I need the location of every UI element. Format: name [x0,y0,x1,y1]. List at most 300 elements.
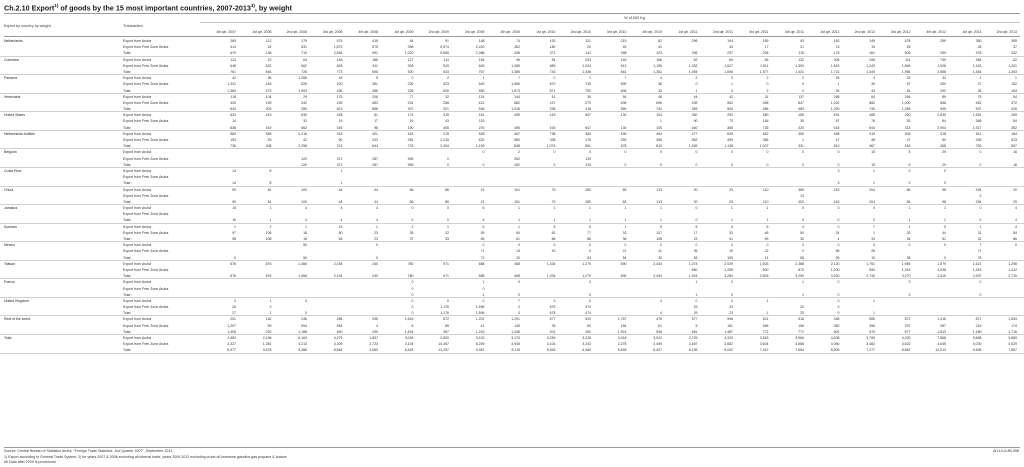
table-cell: 682 [869,100,875,105]
table-cell: 11 [764,255,769,260]
transaction-label: Total [123,69,131,74]
table-cell: 3,795 [866,336,875,340]
table-cell: 767 [478,69,485,74]
table-cell: 355 [265,131,272,136]
table-cell: 696 [656,100,662,105]
table-cell: 77 [409,94,414,99]
table-cell: 0 [447,162,449,167]
table-cell: 130 [620,113,627,118]
table-cell: 393 [407,63,414,68]
table-cell: 4 [1015,206,1017,211]
table-cell: 46 [658,94,662,99]
table-cell: 136 [265,51,272,56]
table-cell: 59 [764,237,769,241]
table-cell: 180 [549,45,556,50]
table-cell: 47 [906,138,911,142]
table-row [0,347,1024,353]
table-cell: 419 [265,113,272,118]
table-cell: 4,408 [830,336,840,340]
table-cell: 5 [376,76,378,81]
table-cell: 115 [478,119,485,124]
table-cell: 20 [693,199,698,204]
table-cell: 81 [906,88,911,93]
table-cell: 56 [835,249,840,254]
table-cell: 0 [482,162,485,167]
column-header: 2nd qtr. 2009 [428,29,449,34]
table-cell: 19 [729,249,733,254]
column-header: 2nd qtr. 2008 [286,29,307,34]
table-cell: 163 [833,39,840,43]
table-cell: 528 [478,131,485,136]
table-cell: 260 [904,113,911,118]
table-cell: 113 [230,57,236,62]
table-cell: 415 [549,125,556,130]
table-cell: 439 [691,100,698,105]
table-cell: 83 [622,199,627,204]
table-cell: 523 [443,82,449,87]
article-number: Art.10-0=$0.998 [993,449,1019,453]
country-label: Surinam [4,224,18,229]
table-cell: 1,255 [724,267,733,272]
table-cell: 39 [587,94,591,99]
table-cell: 848 [514,144,520,149]
table-cell: 36 [622,237,627,241]
table-cell: 1,300 [795,63,804,68]
table-cell: 295 [372,317,378,322]
table-cell: 54 [622,94,627,99]
table-cell: 184 [1011,131,1017,136]
table-cell: 1,917 [972,125,982,130]
table-cell: 0 [766,82,769,87]
table-cell: 416 [372,39,378,43]
table-cell: 1,696 [724,69,733,74]
table-cell: 426 [230,100,236,105]
table-cell: 21 [480,187,485,192]
table-cell: 61 [658,323,662,328]
table-cell: 3,482 [866,342,875,347]
table-cell: 3,843 [759,336,769,340]
table-cell: 1 [624,206,627,211]
country-label: United States [4,113,26,118]
table-cell: 401 [372,131,378,136]
table-cell: 50 [800,230,804,235]
table-cell: 199 [265,100,272,105]
table-cell: 12,013 [935,348,946,353]
column-header: 2nd qtr. 2010 [570,29,591,34]
table-cell: 402 [798,199,804,204]
table-cell: 0 [234,255,236,260]
table-cell: 9 [660,162,662,167]
table-cell: 37 [409,237,414,241]
table-cell: 5,574 [440,45,449,50]
table-cell: 0 [695,162,698,167]
table-cell: 888 [372,107,378,112]
table-cell: 18 [303,230,307,235]
table-cell: 1,624 [404,329,414,334]
table-cell: 6,453 [404,348,414,353]
table-cell: 432 [1011,51,1017,56]
header-rule [4,36,1020,37]
table-cell: 0 [908,243,911,248]
table-cell: 1 [589,206,591,211]
transaction-label: Export from Free Zone Aruba [123,193,169,198]
table-cell: 8 [411,323,414,328]
table-cell: 871 [975,317,982,322]
table-cell: 33 [906,230,911,235]
table-cell: 87 [835,119,840,124]
table-cell: 1,349 [866,69,875,74]
country-label: China [4,187,14,192]
table-cell: 2,494 [440,144,449,149]
table-cell: 6 [482,206,485,211]
table-cell: 2,839 [937,113,946,118]
table-cell: 1,039 [688,144,698,149]
table-cell: 0 [837,311,840,316]
table-cell: 240 [372,261,378,266]
table-cell: 30 [658,255,662,260]
table-cell: 8,664 [333,348,343,353]
table-cell: 9,696 [972,348,982,353]
table-cell: 4 [305,206,307,211]
table-cell: 0 [518,305,520,310]
table-cell: 2,215 [440,138,449,142]
table-cell: 2,434 [653,274,662,279]
table-cell: 401 [549,329,556,334]
table-cell: 0 [589,249,591,254]
table-cell: 25 [551,323,556,328]
table-cell: 1 [837,82,840,87]
table-cell: 63 [338,237,343,241]
table-cell: 189 [762,39,769,43]
table-cell: 3,966 [795,336,804,340]
table-cell: 618 [833,125,840,130]
table-cell: 43 [729,45,733,50]
table-cell: 996 [727,317,733,322]
table-cell: 810 [656,144,662,149]
transaction-label: Total [123,199,131,204]
transaction-label: Export from Aruba [123,317,152,322]
table-cell: 73 [729,119,733,124]
table-cell: 62 [693,57,698,62]
table-cell: 1,243 [475,329,485,334]
table-cell: 28 [977,88,982,93]
table-cell: 110 [762,199,769,204]
column-header: 4th qtr. 2008 [358,29,378,34]
table-cell: 0 [766,243,769,248]
table-cell: 0 [589,243,591,248]
header-transaction: Transaction [123,24,143,28]
table-cell: 44 [374,187,378,192]
column-header: 4th qtr. 2009 [500,29,520,34]
table-cell: 86 [551,237,556,241]
table-cell: 959 [407,156,414,161]
table-cell: 0 [944,243,946,248]
table-cell: 6,163 [298,336,307,340]
footnote-2: All Data after 2009 is provisional [4,460,56,464]
table-cell: 115 [798,51,804,56]
table-cell: 89 [942,94,946,99]
table-cell: 6 [482,218,485,223]
table-cell: 18 [303,237,307,241]
table-cell: 9,351 [475,348,485,353]
table-cell: 145 [514,323,520,328]
transaction-label: Export from Free Zone Aruba [123,267,169,272]
table-cell: 318 [940,131,946,136]
table-cell: 1,721 [830,69,840,74]
table-cell: 4 [660,76,662,81]
table-cell: 0 [802,82,804,87]
table-cell: 7,277 [866,348,875,353]
table-cell: 0 [802,162,804,167]
table-cell: 38 [658,82,662,87]
table-cell: 98 [942,199,946,204]
table-cell: 1,026 [511,107,520,112]
table-cell: 1 [766,206,769,211]
table-cell: 1,716 [1008,329,1017,334]
table-cell: 419 [265,125,272,130]
table-cell: 1,551 [972,113,982,118]
table-cell: 368 [940,144,946,149]
table-cell: 71 [480,249,485,254]
table-cell: 872 [443,317,449,322]
table-cell: 6,196 [688,348,698,353]
table-cell: 780 [407,261,414,266]
table-cell: 1,926 [937,63,946,68]
table-cell: 85 [445,323,449,328]
table-cell: 3,104 [404,342,414,347]
table-cell: 4 [1015,224,1017,229]
table-cell: 15 [871,45,875,50]
table-cell: 280 [585,199,591,204]
table-cell: 639 [620,131,627,136]
table-cell: 190 [407,125,414,130]
table-cell: 90 [232,187,236,192]
table-cell: 107 [656,230,662,235]
table-cell: 280 [585,187,591,192]
table-cell: 1,074 [688,261,698,266]
table-cell: 15 [232,218,236,223]
table-cell: 468 [514,261,520,266]
table-cell: 1,159 [475,144,485,149]
table-cell: 161 [869,51,875,56]
table-cell: 580 [762,113,769,118]
table-cell: 44 [338,199,343,204]
transaction-label: Export from Aruba [123,298,152,303]
table-cell: 81 [267,187,272,192]
table-cell: 3,102 [475,336,485,340]
table-cell: 696 [372,69,378,74]
table-cell: 111 [905,57,911,62]
transaction-label: Export from Aruba [123,131,152,136]
table-cell: 544 [869,125,875,130]
table-cell: 4,632 [901,342,911,347]
table-cell: 174 [407,113,414,118]
country-label: Netherlands Antilles [4,131,35,136]
table-cell: 1 [482,76,485,81]
table-cell: 313 [904,125,911,130]
table-cell: 0 [411,206,414,211]
table-cell: 2,710 [1008,274,1017,279]
table-cell: 9 [731,224,733,229]
table-cell: 1,573 [511,88,520,93]
country-label: Total [4,336,12,340]
table-cell: 1,189 [972,329,982,334]
table-cell: 82 [658,39,662,43]
table-cell: 468 [514,274,520,279]
table-cell: 0 [731,298,733,303]
table-cell: 29 [303,94,307,99]
transaction-label: Total [123,51,131,56]
table-cell: 440 [691,125,698,130]
table-cell: 53 [267,138,272,142]
table-cell: 30 [800,237,804,241]
table-cell: 761 [230,69,236,74]
table-cell: 28 [977,45,982,50]
table-cell: 21 [622,249,627,254]
transaction-label: Total [123,88,131,93]
table-cell: 3 [837,181,840,186]
table-cell: 2,740 [866,274,875,279]
table-cell: 303 [265,107,272,112]
table-cell: 113 [656,199,662,204]
table-cell: 710 [301,51,307,56]
table-cell: 426 [1011,107,1017,112]
transaction-label: Total [123,125,131,130]
table-cell: 132 [798,57,804,62]
table-cell: 552 [727,100,733,105]
table-cell: 231 [407,100,414,105]
table-cell: 626 [301,82,307,87]
table-cell: 13,257 [438,348,449,353]
table-cell: 1,201 [475,317,485,322]
table-cell: 204 [869,187,875,192]
table-cell: 100 [301,187,307,192]
table-cell: 1 [731,206,733,211]
table-cell: 296 [691,51,698,56]
table-cell: 121 [585,39,591,43]
transaction-label: Total [123,144,131,149]
table-cell: 156 [798,323,804,328]
table-cell: 661 [620,69,627,74]
table-cell: 0 [979,150,982,155]
table-cell: 750 [585,88,591,93]
table-cell: 43 [445,119,449,124]
table-cell: 54 [622,255,627,260]
table-cell: 467 [514,131,520,136]
table-cell: 4,560 [369,348,378,353]
table-cell: 6 [695,224,698,229]
table-cell: 4 [376,218,378,223]
table-cell: 0 [234,298,236,303]
table-cell: 3 [731,76,733,81]
country-label: Costa Rica [4,168,22,173]
table-cell: 0 [553,150,556,155]
table-cell: 575 [372,45,378,50]
table-cell: 37 [1013,45,1017,50]
table-cell: 526 [443,88,449,93]
column-header: 3rd qtr. 2009 [464,29,485,34]
table-cell: 29 [942,150,946,155]
table-cell: 366 [762,138,769,142]
table-cell: 1,265 [901,107,911,112]
table-cell: 561 [585,144,591,149]
top-rule [4,13,1020,14]
transaction-label: Export from Aruba [123,206,152,211]
table-cell: 24 [267,45,272,50]
table-cell: 0 [802,218,804,223]
table-cell: 414 [230,45,236,50]
table-cell: 2 [766,76,769,81]
table-cell: 298 [549,107,556,112]
table-cell: 0 [411,218,414,223]
table-cell: 20 [551,249,556,254]
table-cell: 679 [230,51,236,56]
table-cell: 243 [372,138,378,142]
table-cell: 690 [620,274,627,279]
table-cell: 15 [871,150,875,155]
table-cell: 0 [589,150,591,155]
table-cell: 991 [372,51,378,56]
table-cell: 547 [585,125,591,130]
table-cell: 5,665 [440,51,449,56]
table-cell: 350 [975,39,982,43]
table-cell: 0 [305,298,307,303]
data-table [0,38,1024,354]
table-cell: 738 [549,131,556,136]
table-cell: 54 [587,255,591,260]
table-cell: 240 [372,274,378,279]
table-cell: 22 [764,249,769,254]
transaction-label: Export from Aruba [123,94,152,99]
table-cell: 468 [869,113,875,118]
table-cell: 5 [908,162,911,167]
table-cell: 531 [833,113,840,118]
table-cell: 1 [766,298,769,303]
table-cell: 483 [691,107,698,112]
table-cell: 148 [478,39,485,43]
table-cell: 1,290 [830,107,840,112]
table-cell: 56 [906,199,911,204]
table-cell: 749 [585,82,591,87]
country-label: Netherlands [4,39,23,43]
column-header: 4th qtr. 2011 [784,29,804,34]
table-cell: 17 [374,119,378,124]
table-cell: 1,872 [333,45,343,50]
table-cell: 405 [904,131,911,136]
table-cell: 1,577 [759,69,769,74]
table-cell: 13 [516,249,520,254]
table-cell: 2 [766,88,769,93]
table-cell: 262 [514,162,520,167]
table-cell: 474 [585,305,591,310]
table-cell: 1,315 [901,267,911,272]
column-header: 1st qtr. 2012 [820,29,840,34]
table-cell: 32 [445,94,449,99]
table-cell: 957 [443,329,449,334]
table-cell: 0 [411,292,414,297]
table-cell: 123 [656,51,662,56]
table-cell: 0 [553,243,556,248]
table-cell: 3 [908,292,911,297]
table-cell: 1 [695,292,698,297]
table-cell: 4 [802,224,804,229]
table-cell: 127 [407,57,414,62]
table-cell: 1,924 [688,274,698,279]
table-cell: 0 [695,298,698,303]
table-cell: 0 [837,298,840,303]
table-cell: 0 [411,311,414,316]
transaction-label: Export from Free Zone Aruba [123,175,169,180]
